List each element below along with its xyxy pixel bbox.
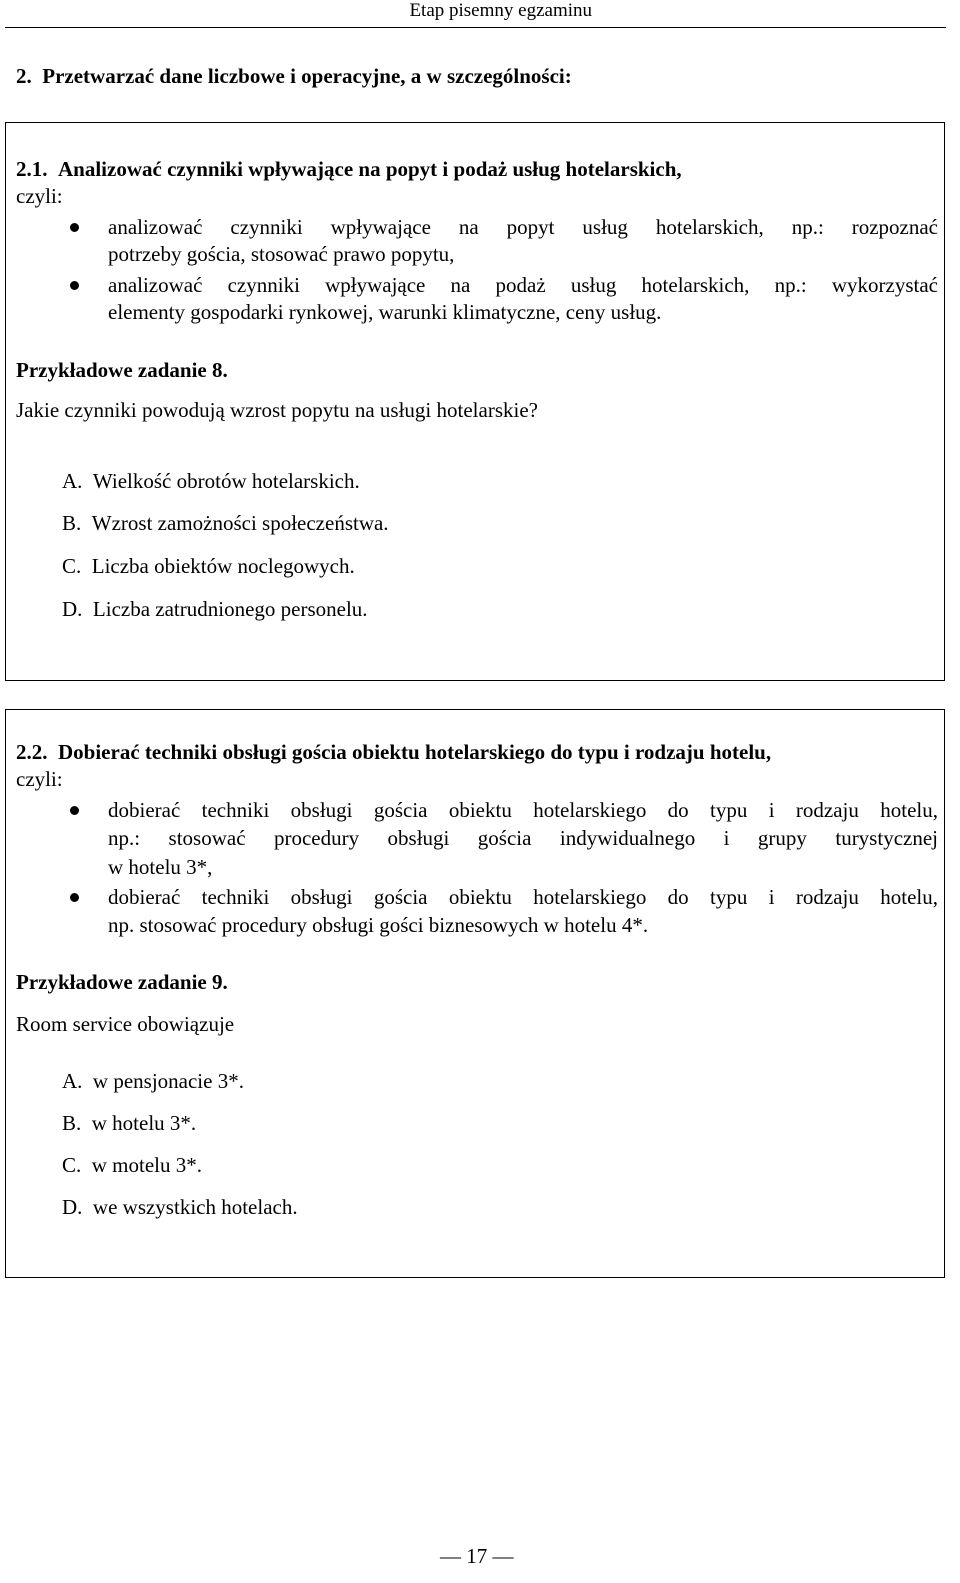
bullet-item-line: dobierać techniki obsługi gościa obiektu hotelarskiego do typu i rodzaju hotelu,	[108, 885, 938, 909]
task-title: Przykładowe zadanie 8.	[16, 358, 228, 382]
objective-box-2-2	[5, 709, 945, 1278]
answer-option: D. Liczba zatrudnionego personelu.	[62, 597, 368, 621]
objective-heading: 2.1. Analizować czynniki wpływające na popyt i podaż usług hotelarskich,	[16, 157, 682, 181]
czyli-label: czyli:	[16, 184, 63, 208]
section-title: 2. Przetwarzać dane liczbowe i operacyjne, a w szczególności:	[16, 64, 572, 88]
bullet-item-line: potrzeby gościa, stosować prawo popytu,	[108, 242, 455, 266]
bullet-item-line: w hotelu 3*,	[108, 855, 213, 879]
bullet-icon	[70, 281, 79, 290]
task-title: Przykładowe zadanie 9.	[16, 970, 228, 994]
bullet-item-line: np.: stosować procedury obsługi gościa indywidualnego i grupy turystycznej	[108, 826, 938, 850]
bullet-icon	[70, 893, 79, 902]
header-rule	[5, 27, 946, 28]
bullet-item-line: dobierać techniki obsługi gościa obiektu hotelarskiego do typu i rodzaju hotelu,	[108, 798, 938, 822]
answer-option: B. Wzrost zamożności społeczeństwa.	[62, 511, 389, 535]
task-question: Jakie czynniki powodują wzrost popytu na usługi hotelarskie?	[16, 398, 538, 422]
page-header: Etap pisemny egzaminu	[409, 0, 592, 21]
objective-box-2-1	[5, 122, 945, 681]
czyli-label: czyli:	[16, 767, 63, 791]
answer-option: C. Liczba obiektów noclegowych.	[62, 554, 355, 578]
bullet-item-line: np. stosować procedury obsługi gości biznesowych w hotelu 4*.	[108, 913, 649, 937]
page-number: — 17 —	[440, 1544, 514, 1568]
answer-option: A. w pensjonacie 3*.	[62, 1069, 244, 1093]
task-question: Room service obowiązuje	[16, 1012, 235, 1036]
answer-option: C. w motelu 3*.	[62, 1153, 202, 1177]
bullet-item-line: analizować czynniki wpływające na podaż usług hotelarskich, np.: wykorzystać	[108, 273, 938, 297]
objective-heading: 2.2. Dobierać techniki obsługi gościa obiektu hotelarskiego do typu i rodzaju hotelu,	[16, 740, 772, 764]
bullet-item-line: analizować czynniki wpływające na popyt usług hotelarskich, np.: rozpoznać	[108, 215, 938, 239]
answer-option: B. w hotelu 3*.	[62, 1111, 197, 1135]
answer-option: D. we wszystkich hotelach.	[62, 1195, 298, 1219]
bullet-item-line: elementy gospodarki rynkowej, warunki klimatyczne, ceny usług.	[108, 300, 662, 324]
bullet-icon	[70, 806, 79, 815]
answer-option: A. Wielkość obrotów hotelarskich.	[62, 469, 360, 493]
bullet-icon	[70, 223, 79, 232]
